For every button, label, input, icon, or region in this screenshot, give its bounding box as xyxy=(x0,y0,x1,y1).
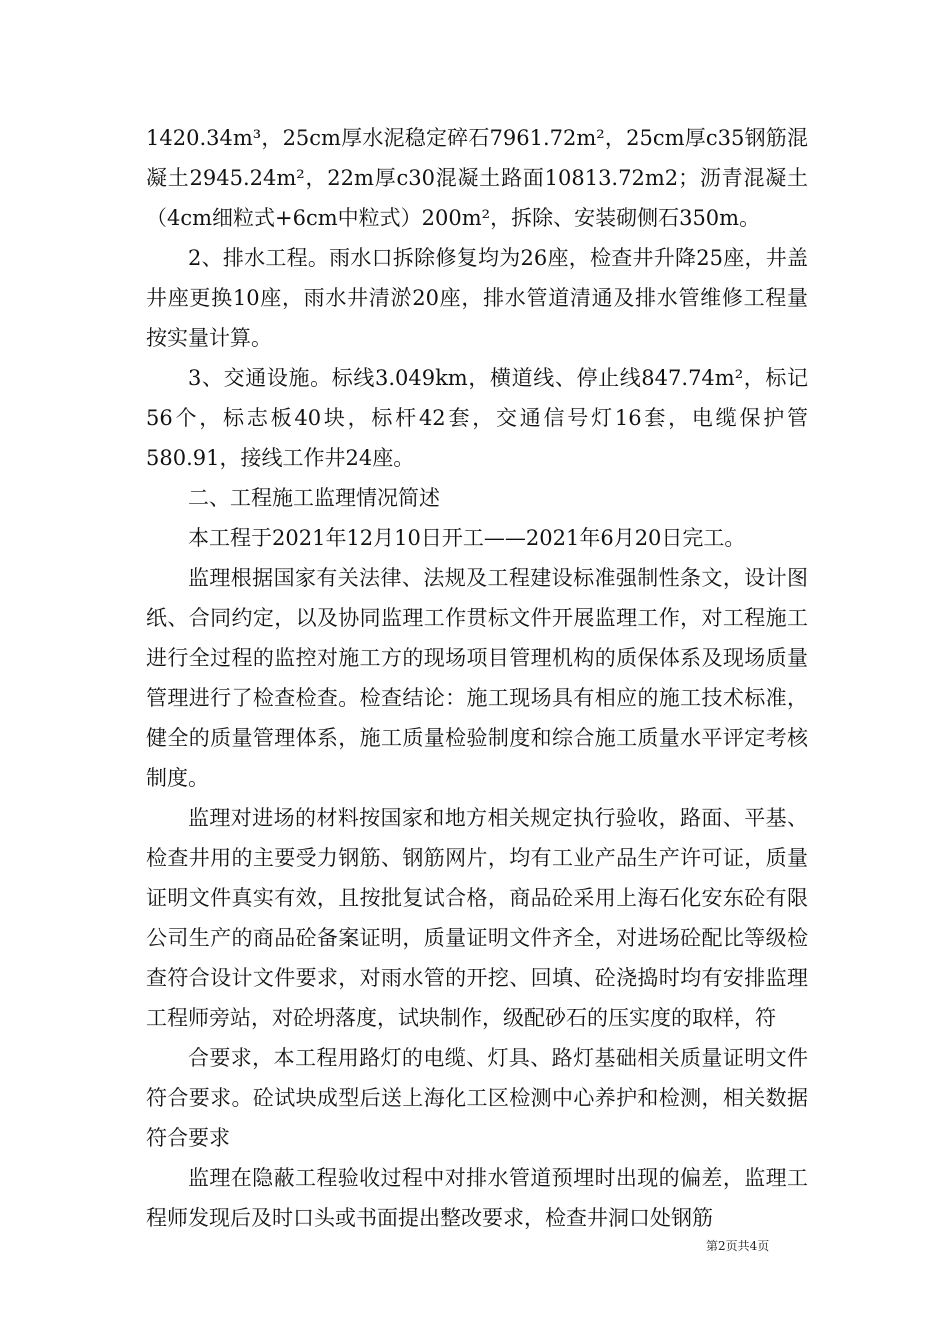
paragraph-road-quantities: 1420.34m³，25cm厚水泥稳定碎石7961.72m²，25cm厚c35钢筋混凝土2945.24m²，22m厚c30混凝土路面10813.72m2；沥青混凝土（4cm细粒式+6cm中粒式）200m²，拆除、安装砌侧石350m。 xyxy=(146,126,808,230)
paragraph-streetlight-compliance: 合要求，本工程用路灯的电缆、灯具、路灯基础相关质量证明文件符合要求。砼试块成型后送上海化工区检测中心养护和检测，相关数据符合要求 xyxy=(146,1046,808,1150)
section-heading-supervision: 二、工程施工监理情况简述 xyxy=(188,486,440,510)
document-body xyxy=(146,118,808,1238)
paragraph-material-inspection: 监理对进场的材料按国家和地方相关规定执行验收，路面、平基、检查井用的主要受力钢筋、钢筋网片，均有工业产品生产许可证，质量证明文件真实有效，且按批复试合格，商品砼采用上海石化安东砼有限公司生产的商品砼备案证明，质量证明文件齐全，对进场砼配比等级检查符合设计文件要求，对雨水管的开挖、回填、砼浇捣时均有安排监理工程师旁站，对砼坍落度，试块制作，级配砂石的压实度的取样，符 xyxy=(146,806,808,1030)
page-number: 第2页共4页 xyxy=(706,1239,770,1253)
paragraph-schedule: 本工程于2021年12月10日开工——2021年6月20日完工。 xyxy=(188,526,746,550)
paragraph-supervision-basis: 监理根据国家有关法律、法规及工程建设标准强制性条文，设计图纸、合同约定，以及协同监理工作贯标文件开展监理工作，对工程施工进行全过程的监控对施工方的现场项目管理机构的质保体系及现场质量管理进行了检查检查。检查结论：施工现场具有相应的施工技术标准，健全的质量管理体系，施工质量检验制度和综合施工质量水平评定考核制度。 xyxy=(146,566,808,790)
paragraph-concealed-works: 监理在隐蔽工程验收过程中对排水管道预埋时出现的偏差，监理工程师发现后及时口头或书面提出整改要求，检查井洞口处钢筋 xyxy=(146,1166,808,1230)
paragraph-drainage-works: 2、排水工程。雨水口拆除修复均为26座，检查井升降25座，井盖井座更换10座，雨水井清淤20座，排水管道清通及排水管维修工程量按实量计算。 xyxy=(146,246,808,350)
paragraph-traffic-facilities: 3、交通设施。标线3.049km，横道线、停止线847.74m²，标记56个，标志板40块，标杆42套，交通信号灯16套，电缆保护管580.91，接线工作井24座。 xyxy=(146,366,808,470)
